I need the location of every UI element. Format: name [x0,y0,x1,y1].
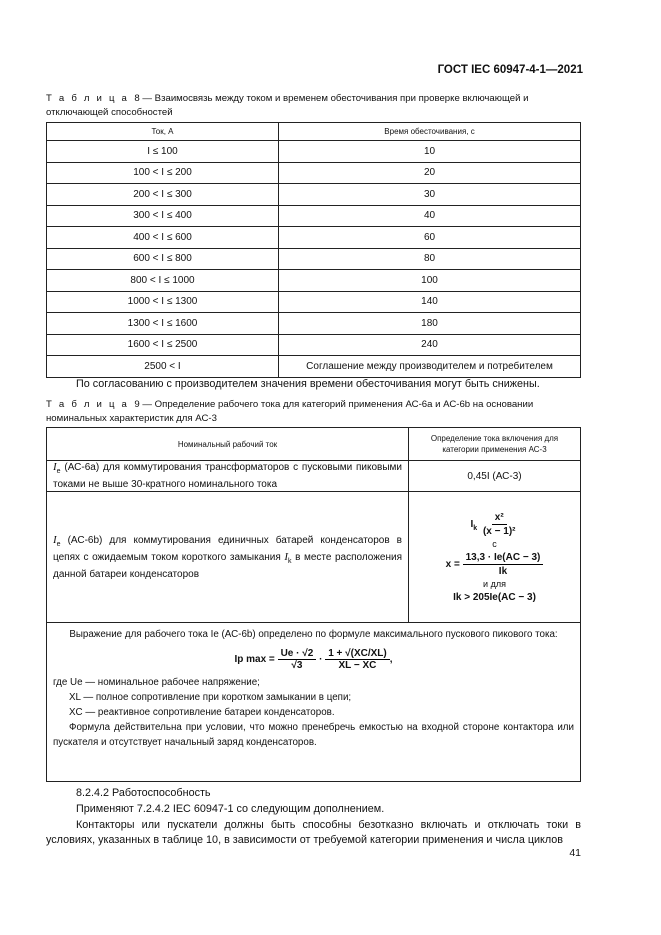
cell: 180 [279,313,581,335]
where-item [53,705,574,720]
cell: 20 [279,162,581,184]
document-code: ГОСТ IEC 60947-4-1—2021 [437,64,583,76]
cell: 0,45I (АС-3) [409,461,581,492]
cell: 100 [279,270,581,292]
cell: 400 < I ≤ 600 [47,227,279,249]
definition: — реактивное сопротивление батареи конденсаторов. [85,707,335,718]
note-end: Формула действительна при условии, что можно пренебречь емкостью на входной стороне контактора или пускателя и отсутствует начальный заряд конденсаторов. [53,722,574,748]
with-label: с [492,538,497,549]
where-item [53,690,574,705]
formula-ipmax: Ip max = $\frac{Ue \cdot √2}{√3}$ · $\frac{1 + √(XC/XL)}{XL - XC}$ , [234,648,393,671]
table-row [47,623,581,782]
where-list [53,675,574,720]
table-row [47,291,581,313]
table-row [47,248,581,270]
and-for-label: и для [483,578,506,589]
cell: 30 [279,184,581,206]
cell: I ≤ 100 [47,141,279,163]
table-row [47,162,581,184]
cell: 2500 < I [47,356,279,378]
definition: — полное сопротивление при коротком замыкании в цепи; [83,692,352,703]
denominator: (x − 1)² [482,525,516,537]
table8-caption [46,92,581,120]
section-paragraph: Применяют 7.2.4.2 IEC 60947-1 со следующим дополнением. [76,803,385,815]
cell: 40 [279,205,581,227]
symbol: XL [69,692,81,703]
table-row [47,184,581,206]
cell: 1300 < I ≤ 1600 [47,313,279,335]
table-row [47,492,581,623]
formula-ik: $I_k$ $\frac{\text{x²}}{\text{(x − 1)²}}$ [415,511,574,538]
column-header: Номинальный рабочий ток [47,428,409,461]
table-row [47,270,581,292]
page-number: 41 [569,847,581,859]
cell: $I_e$ (АС-6а) для коммутирования трансформаторов с пусковыми пиковыми токами не выше 30-кратного номинального тока [47,461,409,492]
formula-lhs: Ip max = [234,654,275,666]
caption-text: 8 — Взаимосвязь между током и временем обесточивания при проверке включающей и отключающей способностей [46,93,529,118]
cell: Соглашение между производителем и потребителем [279,356,581,378]
caption-prefix: Т а б л и ц а [46,399,130,410]
column-header: Время обесточивания, с [279,123,581,141]
table8 [46,122,581,378]
table-header-row [47,123,581,141]
formula-x: x = $\frac{13,3 \cdot Ie(AC - 3)}{Ik}$ [415,551,574,578]
table-row [47,334,581,356]
symbol: где Ue [53,677,83,688]
cell: 140 [279,291,581,313]
numerator: 13,3 · Ie(AC − 3) [463,551,544,565]
table-row [47,227,581,249]
cell: 600 < I ≤ 800 [47,248,279,270]
condition-formula: Ik > 205Ie(AC − 3) [453,591,536,603]
cell: 1000 < I ≤ 1300 [47,291,279,313]
table-row [47,141,581,163]
fraction [463,551,544,578]
table-row [47,461,581,492]
table9 [46,427,581,782]
table-row [47,313,581,335]
numerator: 1 + √(XC/XL) [325,648,390,660]
caption-prefix: Т а б л и ц а [46,93,130,104]
section-heading: 8.2.4.2 Работоспособность [76,787,211,799]
where-item [53,675,574,690]
caption-text: 9 — Определение рабочего тока для категорий применения АС-6а и АС-6b на основании номинальных характеристик для АС-3 [46,399,534,424]
cell: 800 < I ≤ 1000 [47,270,279,292]
denominator: XL − XC [338,660,377,671]
cell: 240 [279,334,581,356]
table-row [47,356,581,378]
fraction [325,648,390,671]
cell: 100 < I ≤ 200 [47,162,279,184]
numerator: x² [492,511,507,525]
symbol: XC [69,707,83,718]
cell-text: (АС-6b) для коммутирования единичных батарей конденсаторов в цепях с ожидаемым током короткого замыкания [53,534,402,563]
table-row [47,205,581,227]
table-header-row [47,428,581,461]
cell: 300 < I ≤ 400 [47,205,279,227]
cell: 60 [279,227,581,249]
definition: — номинальное рабочее напряжение; [85,677,260,688]
note-intro: Выражение для рабочего тока Ie (АС-6b) определено по формуле максимального пускового пикового тока: [69,629,558,640]
fraction [278,648,317,671]
cell: 80 [279,248,581,270]
column-header: Ток, А [47,123,279,141]
cell: 1600 < I ≤ 2500 [47,334,279,356]
fraction [480,511,519,538]
denominator: √3 [291,660,303,671]
formula-cell [409,492,581,623]
numerator: Ue · √2 [278,648,317,660]
column-header: Определение тока включения для категории применения АС-3 [409,428,581,461]
table9-caption [46,398,581,426]
section-paragraph: Контакторы или пускатели должны быть способны безотказно включать и отключать токи в условиях, указанных в таблице 10, в зависимости от требуемой категории применения и числа циклов [46,819,581,846]
cell-text: в месте расположения данной батареи конденсаторов [53,551,403,580]
note-paragraph: По согласованию с производителем значения времени обесточивания могут быть снижены. [76,378,540,390]
cell: $I_e$ (АС-6b) для коммутирования единичных батарей конденсаторов в цепях с ожидаемым током короткого замыкания $I_k$ в месте расположения данной батареи конденсаторов [47,492,409,623]
cell-text: (АС-6а) для коммутирования трансформаторов с пусковыми пиковыми токами не выше 30-кратного номинального тока [53,462,403,490]
denominator: Ik [498,565,508,577]
cell: 10 [279,141,581,163]
note-cell [47,623,581,782]
cell: 200 < I ≤ 300 [47,184,279,206]
